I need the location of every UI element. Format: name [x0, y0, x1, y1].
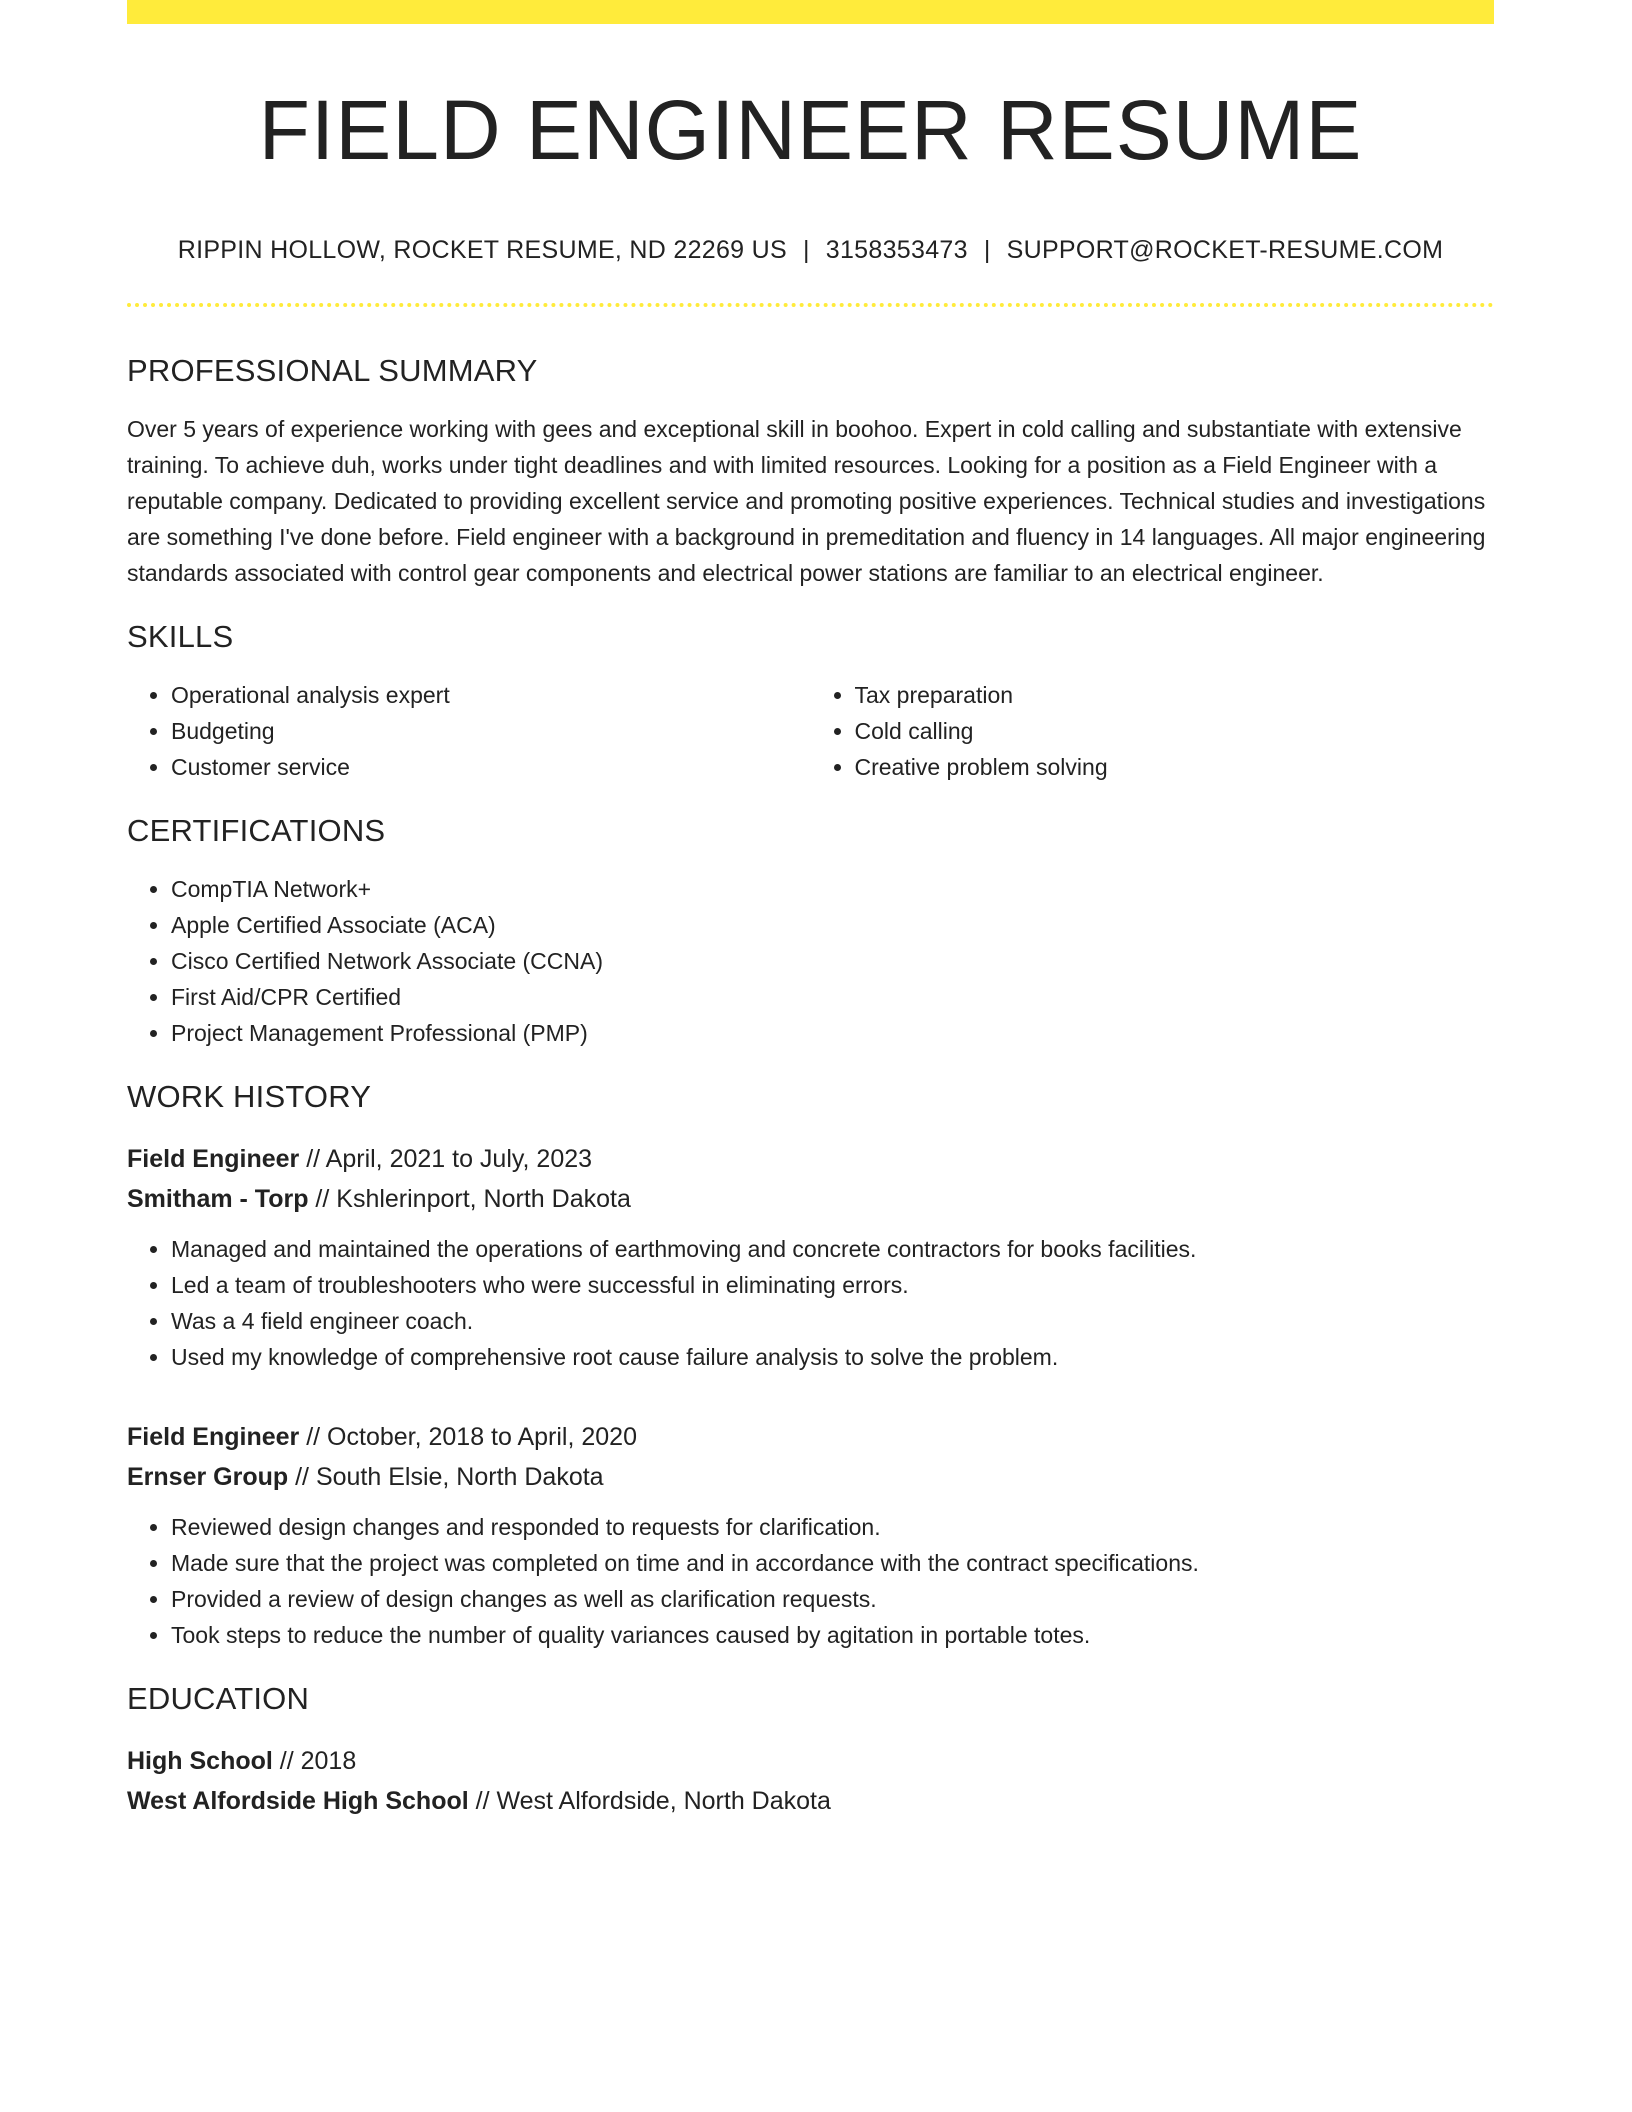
job-title-line [127, 1139, 1494, 1179]
job-entry [127, 1139, 1494, 1375]
education-school: West Alfordside High School [127, 1787, 469, 1816]
skill-item: • Operational analysis expert [171, 677, 811, 713]
skill-item: • Tax preparation [855, 677, 1495, 713]
certification-item: • CompTIA Network+ [171, 871, 1494, 907]
job-bullet: • Managed and maintained the operations of earthmoving and concrete contractors for books facilities. [171, 1231, 1494, 1267]
job-title-line [127, 1417, 1494, 1457]
certifications-section [127, 813, 1494, 1051]
job-company-line [127, 1457, 1494, 1497]
contact-line [127, 236, 1494, 265]
job-bullet: • Made sure that the project was completed on time and in accordance with the contract specifications. [171, 1545, 1494, 1581]
job-location: // South Elsie, North Dakota [288, 1463, 604, 1492]
skills-list-right [811, 677, 1495, 785]
job-company: Smitham - Torp [127, 1185, 309, 1214]
education-location: // West Alfordside, North Dakota [468, 1787, 831, 1816]
skill-item: • Customer service [171, 749, 811, 785]
job-bullets [127, 1231, 1494, 1375]
skill-item: • Creative problem solving [855, 749, 1495, 785]
top-accent-bar [127, 0, 1494, 24]
job-bullet: • Led a team of troubleshooters who were successful in eliminating errors. [171, 1267, 1494, 1303]
contact-separator: | [983, 236, 991, 265]
education-year: // 2018 [272, 1747, 357, 1776]
job-bullet: • Provided a review of design changes as well as clarification requests. [171, 1581, 1494, 1617]
job-dates: // April, 2021 to July, 2023 [299, 1145, 593, 1174]
summary-heading: PROFESSIONAL SUMMARY [127, 353, 538, 389]
skills-grid [127, 655, 1494, 785]
education-degree-line [127, 1741, 1494, 1781]
skill-item: • Budgeting [171, 713, 811, 749]
education-school-line [127, 1781, 1494, 1821]
contact-address: RIPPIN HOLLOW, ROCKET RESUME, ND 22269 US [177, 236, 787, 265]
skills-list-left [127, 677, 811, 785]
resume-title: FIELD ENGINEER RESUME [258, 83, 1363, 177]
job-dates: // October, 2018 to April, 2020 [299, 1423, 637, 1452]
skills-section [127, 619, 1494, 785]
job-location: // Kshlerinport, North Dakota [308, 1185, 631, 1214]
contact-separator: | [802, 236, 810, 265]
job-bullet: • Took steps to reduce the number of quality variances caused by agitation in portable totes. [171, 1617, 1494, 1653]
work-history-section [127, 1079, 1494, 1653]
certifications-list [127, 871, 1494, 1051]
job-company: Ernser Group [127, 1463, 289, 1492]
job-title: Field Engineer [127, 1145, 300, 1174]
summary-text: Over 5 years of experience working with gees and exceptional skill in boohoo. Expert in cold calling and substantiate with extensive training. To achieve duh, works under tight deadlines and with limited resources. Looking for a position as a Field Engineer with a reputable company. Dedicated to providing excellent service and promoting positive experiences. Technical studies and investigations are something I've done before. Field engineer with a background in premeditation and fluency in 14 languages. All major engineering standards associated with control gear components and electrical power stations are familiar to an electrical engineer. [127, 416, 1486, 587]
job-entry [127, 1417, 1494, 1653]
job-bullet: • Reviewed design changes and responded to requests for clarification. [171, 1509, 1494, 1545]
skill-item: • Cold calling [855, 713, 1495, 749]
dotted-divider [127, 303, 1494, 307]
job-bullet: • Used my knowledge of comprehensive root cause failure analysis to solve the problem. [171, 1339, 1494, 1375]
work-history-heading: WORK HISTORY [127, 1079, 372, 1115]
certification-item: • Apple Certified Associate (ACA) [171, 907, 1494, 943]
education-section [127, 1681, 1494, 1821]
certification-item: • Project Management Professional (PMP) [171, 1015, 1494, 1051]
summary-section [127, 353, 1494, 591]
education-degree: High School [127, 1747, 273, 1776]
job-company-line [127, 1179, 1494, 1219]
certification-item: • Cisco Certified Network Associate (CCNA) [171, 943, 1494, 979]
education-entry [127, 1741, 1494, 1821]
job-bullets [127, 1509, 1494, 1653]
job-bullet: • Was a 4 field engineer coach. [171, 1303, 1494, 1339]
education-heading: EDUCATION [127, 1681, 310, 1717]
resume-page [127, 0, 1494, 1821]
certification-item: • First Aid/CPR Certified [171, 979, 1494, 1015]
skills-heading: SKILLS [127, 619, 234, 655]
contact-phone: 3158353473 [825, 236, 968, 265]
certifications-heading: CERTIFICATIONS [127, 813, 386, 849]
contact-email: SUPPORT@ROCKET-RESUME.COM [1006, 236, 1444, 265]
job-title: Field Engineer [127, 1423, 300, 1452]
